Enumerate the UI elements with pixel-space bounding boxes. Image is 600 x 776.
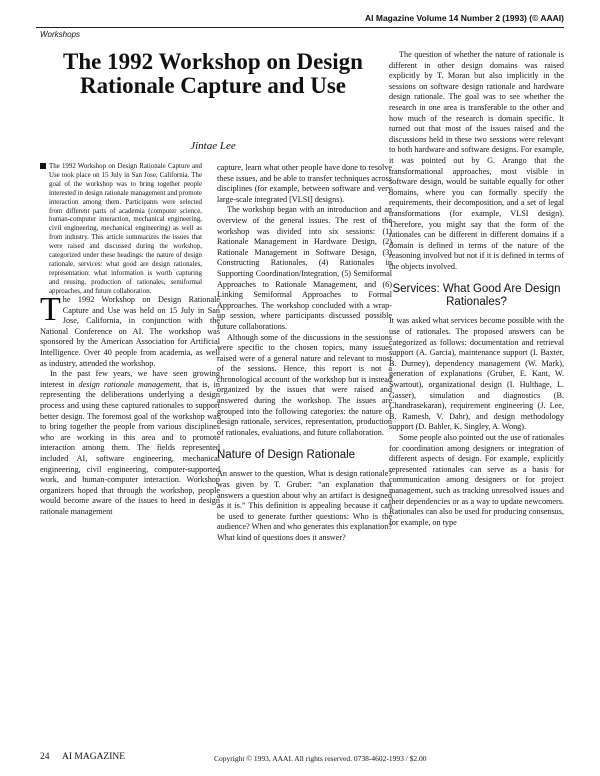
paragraph-col2-3: Although some of the discussions in the sessions were specific to the chosen topics, many issues raised were of a general nature and relevant to most of the sessions. Hence, this report is not a chronological account of the workshop but is instead organized by the issues that were raised and answered during the workshop. The issues are grouped into the following categories: the nature of design rationale, services, representation, production of rationales, evaluations, and future collaboration. <box>217 332 392 437</box>
paragraph-2-emphasis: design rationale management <box>78 379 180 389</box>
body-column-3 <box>389 50 564 528</box>
copyright-line: Copyright © 1993, AAAI. All rights reserved. 0738-4602-1993 / $2.00 <box>214 754 427 763</box>
drop-cap: T <box>40 291 61 328</box>
paragraph-col2-4: An answer to the question, What is design rationale? was given by T. Gruber: “an explanation that answers a question about why an artifact is designed as it is.” This definition is appealing because it can be used to generate further questions: Who is the audience? When and who generates this explanation? What kind of questions does it answer? <box>217 469 392 542</box>
paragraph-col2-1: capture, learn what other people have done to resolve these issues, and be able to transfer techniques across disciplines (for example, between software and very large-scale integrated [VLSI] designs). <box>217 163 392 204</box>
paragraph-2a: In the past few years, we have seen growing interest in <box>40 369 220 389</box>
paragraph-col2-2: The workshop began with an introduction and an overview of the general issues. The rest of the workshop was divided into six sessions: (1) Rationale Management in Hardware Design, (2) Rationale Management in Software Design, (3) Constructing Rationales, (4) Rationales in Supporting Coordination/Integration, (5) Semiformal Approaches to Rationale Management, and (6) Linking Semiformal Approaches to Formal Approaches. The workshop concluded with a wrap-up session, where participants discussed possible future collaborations. <box>217 205 392 331</box>
heading-nature: Nature of Design Rationale <box>217 449 356 462</box>
paragraph-col3-2: It was asked what services become possible with the use of rationales. The proposed answers can be categorized as follows: documentation and retrieval support (A. Garcia), maintenance support (I. Baxter, B. Durney), dependency management (W. Mark), generation of explanations (Gruber, E. Kant, W. Swartout), organizational design (I. Hulthage, L. Gasser), simulation and diagnostics (B. Chandrasekaran), requirement engineering (J. Lee, B. Ramesh, V. Dahr), and design methodology support (D. Bahler, K. Singley, A. Wong). <box>389 316 564 432</box>
article-title: The 1992 Workshop on Design Rationale Capture and Use <box>63 49 363 98</box>
page-number: 24 <box>40 752 50 762</box>
abstract-text: The 1992 Workshop on Design Rationale Capture and Use took place on 15 July in San Jose, California. The goal of the workshop was to bring together people interested in design rationale management and promote interaction among them. Participants were selected from different parts of academia (computer science, human-computer interaction, mechanical engineering, civil engineering, mechanical engineering) as well as from industry. This article summarizes the issues that were raised and discussed during the workshop, categorized under these headings: the nature of design rationale, services: what good are design rationales, representation: what information is worth capturing and reusing, production of rationales, semiformal approaches, and future collaboration. <box>49 163 202 295</box>
paragraph-intro: he 1992 Workshop on Design Rationale Capture and Use was held on 15 July in San Jose, California, in conjunction with the National Conference on AI. The workshop was sponsored by the American Association for Artificial Intelligence. Over 40 people from academia, as well as industry, attended the workshop. <box>40 295 220 368</box>
header-rule <box>36 27 564 28</box>
running-head: AI Magazine Volume 14 Number 2 (1993) (© AAAI) <box>365 13 564 23</box>
paragraph-col3-3: Some people also pointed out the use of rationales for coordination among designers or integration of different aspects of design. For example, explicitly represented rationales can serve as a basis for communication among designers or for project management, such as tracking unresolved issues and their dependencies or as a way to update newcomers. Rationales can also be used for producing consensus, for example, on type <box>389 433 564 527</box>
abstract-bullet-icon <box>40 163 46 169</box>
body-column-2 <box>217 163 392 544</box>
abstract <box>40 163 202 297</box>
section-label: Workshops <box>40 30 81 39</box>
magazine-name: AI MAGAZINE <box>62 752 126 762</box>
heading-services: Services: What Good Are Design Rationales? <box>392 283 561 309</box>
author-name: Jintae Lee <box>190 140 236 152</box>
paragraph-col3-1: The question of whether the nature of rationale is different in other design domains was raised explicitly by T. Moran but also implicitly in the sessions on software design rationale and hardware design rationale. The goal was to see whether the research in one area is transferable to the other and how much of the research is domain specific. It turned out that most of the issues raised and the discussions held in these two sessions were relevant to both hardware and software designs. For example, it was pointed out by G. Arango that the transformational approaches, most visible in software design, would be suitable equally for other domains, where you can formally specify the requirements, their decomposition, and a set of legal transformations (for example, VLSI design). Therefore, you might say that the form of the rationales can be different in different domains if a domain is defined in terms of the nature of the reasoning involved but not if it is defined in terms of the objects involved. <box>389 50 564 271</box>
paragraph-2b: , that is, in representing the deliberations underlying a design process and using these captured rationales to support better design. The foremost goal of the workshop was to bring together the people from various disciplines who are working in this area and to promote interaction among them. The fields represented included AI, software engineering, mechanical engineering, civil engineering, computer-supported work, and human-computer interaction. Workshop organizers hoped that through the workshop, people would become aware of the issues to heed in design rationale management <box>40 379 221 516</box>
body-column-1 <box>40 291 221 517</box>
